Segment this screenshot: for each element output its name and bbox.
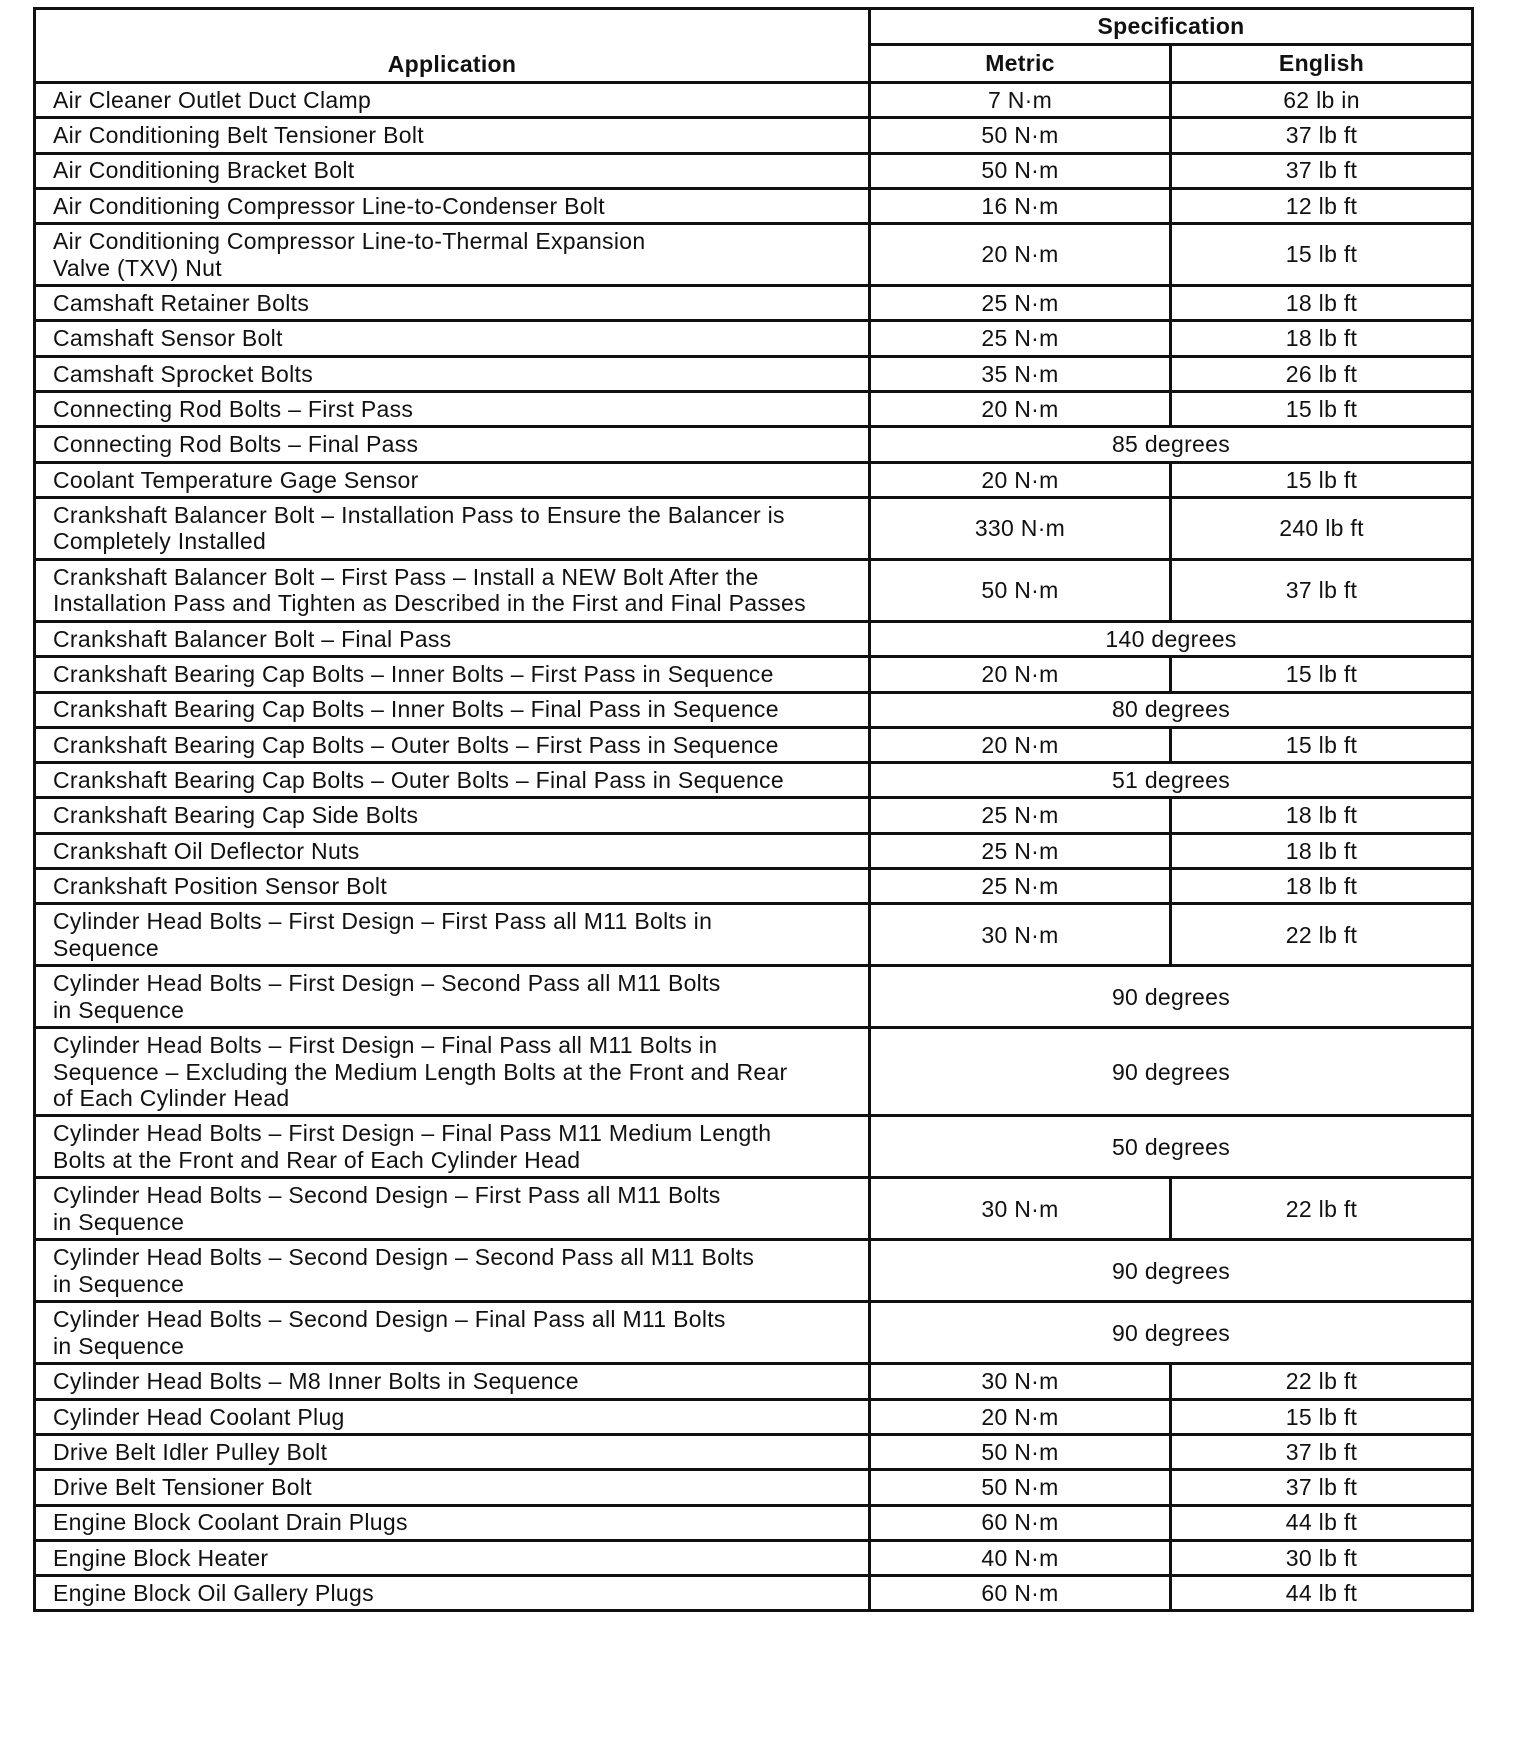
table-row	[35, 1240, 1473, 1302]
english-cell: 18 lb ft	[1171, 798, 1473, 833]
table-row	[35, 321, 1473, 356]
application-cell: Engine Block Heater	[35, 1540, 870, 1575]
application-cell: Drive Belt Tensioner Bolt	[35, 1470, 870, 1505]
english-cell: 37 lb ft	[1171, 118, 1473, 153]
english-cell: 26 lb ft	[1171, 356, 1473, 391]
english-cell: 15 lb ft	[1171, 727, 1473, 762]
table-row	[35, 559, 1473, 621]
application-cell: Cylinder Head Bolts – M8 Inner Bolts in Sequence	[35, 1364, 870, 1399]
english-cell: 18 lb ft	[1171, 321, 1473, 356]
specification-cell: 85 degrees	[870, 427, 1473, 462]
specification-cell: 90 degrees	[870, 966, 1473, 1028]
application-cell: Cylinder Head Bolts – First Design – First Pass all M11 Bolts in Sequence	[35, 904, 870, 966]
metric-cell: 35 N·m	[870, 356, 1171, 391]
table-row	[35, 188, 1473, 223]
table-row	[35, 1434, 1473, 1469]
application-cell: Camshaft Sensor Bolt	[35, 321, 870, 356]
english-cell: 18 lb ft	[1171, 869, 1473, 904]
table-row	[35, 286, 1473, 321]
application-cell: Cylinder Head Bolts – First Design – Final Pass M11 Medium Length Bolts at the Front and Rear of Each Cylinder Head	[35, 1116, 870, 1178]
metric-cell: 50 N·m	[870, 153, 1171, 188]
specification-cell: 90 degrees	[870, 1240, 1473, 1302]
application-cell: Air Conditioning Compressor Line-to-Condenser Bolt	[35, 188, 870, 223]
table-row	[35, 1540, 1473, 1575]
metric-cell: 16 N·m	[870, 188, 1171, 223]
application-cell: Air Conditioning Bracket Bolt	[35, 153, 870, 188]
table-row	[35, 392, 1473, 427]
application-cell: Connecting Rod Bolts – First Pass	[35, 392, 870, 427]
metric-cell: 50 N·m	[870, 1470, 1171, 1505]
metric-cell: 30 N·m	[870, 1364, 1171, 1399]
english-cell: 18 lb ft	[1171, 286, 1473, 321]
english-cell: 12 lb ft	[1171, 188, 1473, 223]
metric-cell: 25 N·m	[870, 286, 1171, 321]
application-header: Application	[35, 9, 870, 83]
english-cell: 37 lb ft	[1171, 1470, 1473, 1505]
application-cell: Crankshaft Balancer Bolt – First Pass – Install a NEW Bolt After the Installation Pass and Tighten as Described in the First and Final Passes	[35, 559, 870, 621]
application-cell: Cylinder Head Coolant Plug	[35, 1399, 870, 1434]
table-row	[35, 1505, 1473, 1540]
header-row	[35, 9, 1473, 45]
table-row	[35, 1302, 1473, 1364]
table-row	[35, 497, 1473, 559]
table-body	[35, 83, 1473, 1611]
table-row	[35, 1364, 1473, 1399]
table-row	[35, 356, 1473, 391]
application-cell: Cylinder Head Bolts – Second Design – Second Pass all M11 Bolts in Sequence	[35, 1240, 870, 1302]
english-cell: 44 lb ft	[1171, 1505, 1473, 1540]
english-cell: 15 lb ft	[1171, 1399, 1473, 1434]
metric-header: Metric	[870, 45, 1171, 83]
specification-cell: 50 degrees	[870, 1116, 1473, 1178]
english-cell: 15 lb ft	[1171, 657, 1473, 692]
english-cell: 62 lb in	[1171, 83, 1473, 118]
metric-cell: 60 N·m	[870, 1576, 1171, 1611]
metric-cell: 50 N·m	[870, 118, 1171, 153]
english-cell: 22 lb ft	[1171, 1178, 1473, 1240]
metric-cell: 30 N·m	[870, 1178, 1171, 1240]
english-cell: 15 lb ft	[1171, 224, 1473, 286]
table-row	[35, 1576, 1473, 1611]
metric-cell: 25 N·m	[870, 321, 1171, 356]
table-row	[35, 1399, 1473, 1434]
metric-cell: 25 N·m	[870, 833, 1171, 868]
specification-cell: 90 degrees	[870, 1028, 1473, 1116]
english-cell: 37 lb ft	[1171, 153, 1473, 188]
table-row	[35, 763, 1473, 798]
table-row	[35, 1470, 1473, 1505]
metric-cell: 50 N·m	[870, 559, 1171, 621]
table-row	[35, 621, 1473, 656]
application-cell: Connecting Rod Bolts – Final Pass	[35, 427, 870, 462]
english-cell: 44 lb ft	[1171, 1576, 1473, 1611]
application-cell: Crankshaft Position Sensor Bolt	[35, 869, 870, 904]
metric-cell: 330 N·m	[870, 497, 1171, 559]
metric-cell: 25 N·m	[870, 869, 1171, 904]
metric-cell: 7 N·m	[870, 83, 1171, 118]
metric-cell: 20 N·m	[870, 727, 1171, 762]
specification-header: Specification	[870, 9, 1473, 45]
application-cell: Air Cleaner Outlet Duct Clamp	[35, 83, 870, 118]
application-cell: Crankshaft Balancer Bolt – Installation Pass to Ensure the Balancer is Completely Installed	[35, 497, 870, 559]
table-row	[35, 657, 1473, 692]
english-cell: 18 lb ft	[1171, 833, 1473, 868]
metric-cell: 20 N·m	[870, 657, 1171, 692]
specification-cell: 51 degrees	[870, 763, 1473, 798]
table-row	[35, 118, 1473, 153]
application-cell: Cylinder Head Bolts – Second Design – First Pass all M11 Bolts in Sequence	[35, 1178, 870, 1240]
table-row	[35, 966, 1473, 1028]
torque-specification-table	[33, 7, 1474, 1612]
english-header: English	[1171, 45, 1473, 83]
metric-cell: 20 N·m	[870, 462, 1171, 497]
application-cell: Crankshaft Balancer Bolt – Final Pass	[35, 621, 870, 656]
metric-cell: 60 N·m	[870, 1505, 1171, 1540]
application-cell: Crankshaft Bearing Cap Bolts – Outer Bolts – First Pass in Sequence	[35, 727, 870, 762]
metric-cell: 25 N·m	[870, 798, 1171, 833]
table-row	[35, 83, 1473, 118]
application-cell: Crankshaft Bearing Cap Bolts – Outer Bolts – Final Pass in Sequence	[35, 763, 870, 798]
metric-cell: 50 N·m	[870, 1434, 1171, 1469]
table-row	[35, 904, 1473, 966]
table-row	[35, 1116, 1473, 1178]
table-row	[35, 692, 1473, 727]
metric-cell: 20 N·m	[870, 1399, 1171, 1434]
table-row	[35, 833, 1473, 868]
application-cell: Crankshaft Oil Deflector Nuts	[35, 833, 870, 868]
english-cell: 22 lb ft	[1171, 904, 1473, 966]
application-cell: Cylinder Head Bolts – First Design – Second Pass all M11 Bolts in Sequence	[35, 966, 870, 1028]
metric-cell: 20 N·m	[870, 392, 1171, 427]
application-cell: Coolant Temperature Gage Sensor	[35, 462, 870, 497]
table-row	[35, 153, 1473, 188]
application-cell: Camshaft Retainer Bolts	[35, 286, 870, 321]
application-cell: Cylinder Head Bolts – Second Design – Final Pass all M11 Bolts in Sequence	[35, 1302, 870, 1364]
english-cell: 30 lb ft	[1171, 1540, 1473, 1575]
application-cell: Engine Block Coolant Drain Plugs	[35, 1505, 870, 1540]
table-row	[35, 869, 1473, 904]
specification-cell: 140 degrees	[870, 621, 1473, 656]
english-cell: 15 lb ft	[1171, 462, 1473, 497]
table-row	[35, 462, 1473, 497]
english-cell: 37 lb ft	[1171, 1434, 1473, 1469]
application-cell: Crankshaft Bearing Cap Bolts – Inner Bolts – First Pass in Sequence	[35, 657, 870, 692]
english-cell: 22 lb ft	[1171, 1364, 1473, 1399]
table-row	[35, 798, 1473, 833]
application-cell: Camshaft Sprocket Bolts	[35, 356, 870, 391]
metric-cell: 40 N·m	[870, 1540, 1171, 1575]
table-row	[35, 224, 1473, 286]
metric-cell: 20 N·m	[870, 224, 1171, 286]
application-cell: Crankshaft Bearing Cap Bolts – Inner Bolts – Final Pass in Sequence	[35, 692, 870, 727]
application-cell: Air Conditioning Belt Tensioner Bolt	[35, 118, 870, 153]
application-cell: Crankshaft Bearing Cap Side Bolts	[35, 798, 870, 833]
english-cell: 37 lb ft	[1171, 559, 1473, 621]
specification-cell: 90 degrees	[870, 1302, 1473, 1364]
metric-cell: 30 N·m	[870, 904, 1171, 966]
table-row	[35, 727, 1473, 762]
table-row	[35, 427, 1473, 462]
english-cell: 240 lb ft	[1171, 497, 1473, 559]
specification-cell: 80 degrees	[870, 692, 1473, 727]
application-cell: Drive Belt Idler Pulley Bolt	[35, 1434, 870, 1469]
table-row	[35, 1028, 1473, 1116]
application-cell: Cylinder Head Bolts – First Design – Final Pass all M11 Bolts in Sequence – Excluding the Medium Length Bolts at the Front and Rear of Each Cylinder Head	[35, 1028, 870, 1116]
application-cell: Engine Block Oil Gallery Plugs	[35, 1576, 870, 1611]
english-cell: 15 lb ft	[1171, 392, 1473, 427]
table-row	[35, 1178, 1473, 1240]
application-cell: Air Conditioning Compressor Line-to-Thermal Expansion Valve (TXV) Nut	[35, 224, 870, 286]
